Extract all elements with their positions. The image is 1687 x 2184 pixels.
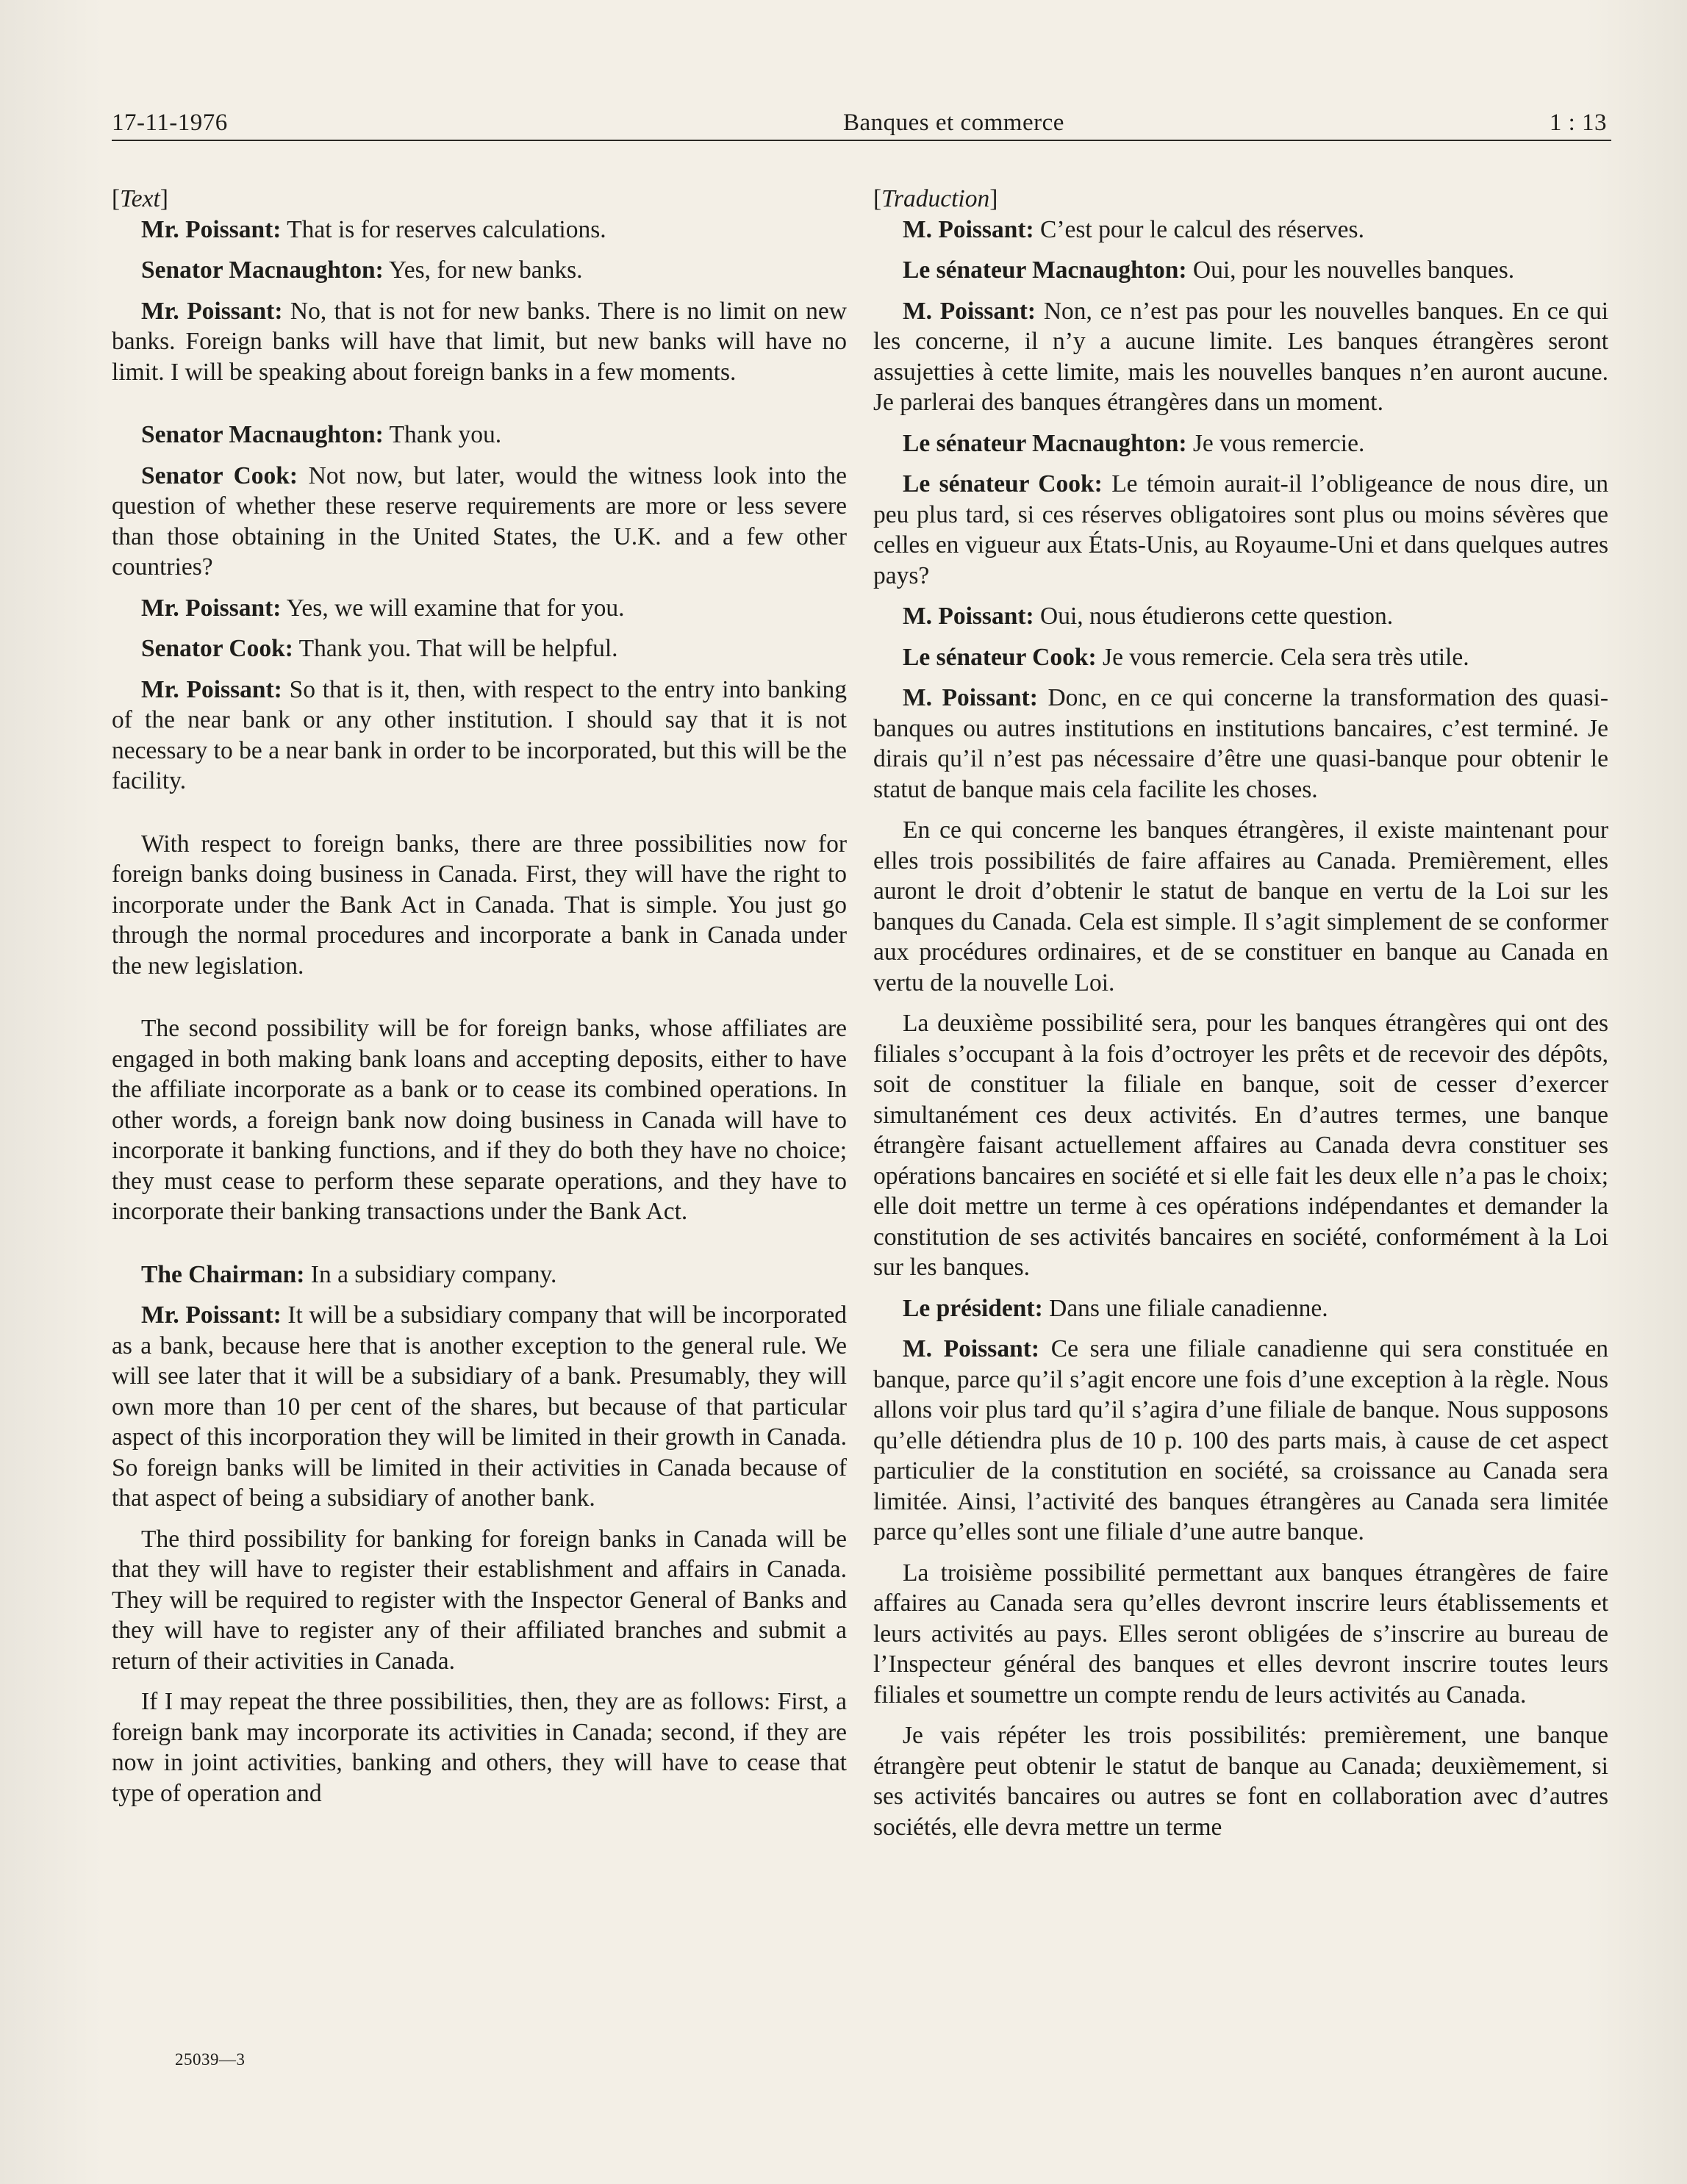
paragraph xyxy=(873,469,1608,591)
speaker-label: Mr. Poissant: xyxy=(141,675,282,703)
paragraph xyxy=(112,215,847,245)
header-date: 17-11-1976 xyxy=(112,109,228,136)
paragraph xyxy=(112,1013,847,1227)
paragraph-text: It will be a subsidiary company that will be incorporated as a bank, because here that is another exception to the general rule. We will see later that it will be a subsidiary of a bank. Presumably, they will own more than 10 per cent of the shares, but because of that particular aspect of this incorporation they will be limited in their growth in Canada. So foreign banks will be limited in their activities in Canada because of that aspect of being a subsidiary of another bank. xyxy=(112,1301,848,1512)
paragraph xyxy=(873,1558,1608,1711)
footer-print-code: 25039—3 xyxy=(175,2050,246,2069)
paragraph xyxy=(873,215,1608,245)
paragraph-text: Oui, pour les nouvelles banques. xyxy=(1186,256,1515,284)
paragraph xyxy=(873,428,1608,459)
paragraph-text: With respect to foreign banks, there are three possibilities now for foreign banks doing business in Canada. First, they will have the right to incorporate under the Bank Act in Canada. That is simple. You just go through the normal procedures and incorporate a bank in Canada under the new legislation. xyxy=(112,830,847,980)
speaker-label: Mr. Poissant: xyxy=(141,594,282,622)
speaker-label: Senator Macnaughton: xyxy=(141,421,384,448)
paragraph xyxy=(112,461,847,583)
speaker-label: Mr. Poissant: xyxy=(141,1301,282,1329)
speaker-label: M. Poissant: xyxy=(903,215,1034,243)
paragraph xyxy=(873,255,1608,286)
speaker-label: Mr. Poissant: xyxy=(141,215,282,243)
paragraph-text: Je vous remercie. xyxy=(1186,429,1365,457)
section-marker-text: [Text] xyxy=(112,185,168,212)
paragraph-text: Ce sera une filiale canadienne qui sera constituée en banque, parce qu’il s’agit encore une fois d’une exception à la règle. Nous allons voir plus tard qu’il s’agira d’une filiale de banque. Nous supposons qu’elle détiendra plus de 10 p. 100 des parts mais, à cause de cet aspect particulier de la constitution en société, sa croissance au Canada sera limitée. Ainsi, l’activité des banques étrangères au Canada sera limitée parce qu’elles sont une filiale d’une autre banque. xyxy=(873,1335,1609,1545)
paragraph xyxy=(112,420,847,450)
paragraph-text: The third possibility for banking for foreign banks in Canada will be that they will have to register their establishment and affairs in Canada. They will be required to register with the Inspector General of Banks and they will have to register any of their affiliated branches and submit a return of their activities in Canada. xyxy=(112,1525,847,1675)
paragraph xyxy=(873,1008,1608,1283)
paragraph xyxy=(873,683,1608,805)
speaker-label: Le président: xyxy=(903,1294,1043,1322)
paragraph-text: Not now, but later, would the witness look into the question of whether these reserve requirements are more or less severe than those obtaining in the United States, the U.K. and a few other countries? xyxy=(112,461,847,581)
speaker-label: Le sénateur Cook: xyxy=(903,643,1097,671)
paragraph-text: The second possibility will be for foreign banks, whose affiliates are engaged in both making bank loans and accepting deposits, either to have the affiliate incorporate as a bank or to cease its combined operations. In other words, a foreign bank now doing business in Canada will have to incorporate it banking functions, and if they do both they have no choice; they must cease to perform these separate operations, and they have to incorporate their banking transactions under the Bank Act. xyxy=(112,1015,847,1225)
speaker-label: M. Poissant: xyxy=(903,603,1034,630)
paragraph xyxy=(873,1293,1608,1324)
speaker-label: Senator Macnaughton: xyxy=(141,256,384,284)
paragraph-text: No, that is not for new banks. There is no limit on new banks. Foreign banks will have that limit, but new banks will have no limit. I will be speaking about foreign banks in a few moments. xyxy=(112,297,847,386)
paragraph xyxy=(112,1524,847,1677)
paragraph xyxy=(112,1260,847,1290)
paragraph xyxy=(873,815,1608,998)
paragraph-text: Donc, en ce qui concerne la transformation des quasi-banques ou autres institutions en institutions bancaires, c’est terminé. Je dirais qu’il n’est pas nécessaire d’être une quasi-banque pour obtenir le statut de banque mais cela facilite les choses. xyxy=(873,684,1609,803)
paragraph-text: Thank you. That will be helpful. xyxy=(293,635,618,662)
speaker-label: Senator Cook: xyxy=(141,635,293,662)
paragraph-text: Je vous remercie. Cela sera très utile. xyxy=(1096,643,1469,671)
paragraph xyxy=(112,296,847,388)
paragraph xyxy=(112,633,847,664)
paragraph-text: Oui, nous étudierons cette question. xyxy=(1034,603,1394,630)
speaker-label: Le sénateur Cook: xyxy=(903,470,1103,497)
paragraph xyxy=(873,296,1608,418)
speaker-label: M. Poissant: xyxy=(903,297,1036,325)
speaker-label: M. Poissant: xyxy=(903,1335,1040,1362)
paragraph-text: La deuxième possibilité sera, pour les banques étrangères qui ont des filiales s’occupant à la fois d’octroyer les prêts et de recevoir des dépôts, soit de constituer la filiale en banque, soit de cesser d’exercer simultanément ces deux activités. En d’autres termes, une banque étrangère faisant actuellement affaires au Canada devra constituer ses opérations bancaires en société et si elle fait les deux elle n’a pas le choix; elle doit mettre un terme à ces opérations indépendantes et demander la constitution de ses activités bancaires en société, conformément à la Loi sur les banques. xyxy=(873,1010,1608,1281)
paragraph xyxy=(873,601,1608,632)
paragraph-text: Non, ce n’est pas pour les nouvelles banques. En ce qui les concerne, il n’y a aucune limite. Les banques étrangères seront assujetties à cette limite, mais les nouvelles banques n’en auront aucune. Je parlerai des banques étrangères dans un moment. xyxy=(873,297,1609,416)
header-page-number: 1 : 13 xyxy=(1549,109,1607,136)
paragraph-text: La troisième possibilité permettant aux banques étrangères de faire affaires au Canada sera qu’elles devront inscrire leurs établissements et leurs activités au pays. Elles seront obligées de s’inscrire au bureau de l’Inspecteur général des banques et elles devront inscrire toutes leurs filiales et soumettre un compte rendu de leurs activités au Canada. xyxy=(873,1559,1608,1709)
paragraph-text: So that is it, then, with respect to the entry into banking of the near bank or any other institution. I should say that it is not necessary to be a near bank in order to be incorporated, but this will be the facility. xyxy=(112,675,847,794)
paragraph xyxy=(873,1334,1608,1548)
paragraph-text: In a subsidiary company. xyxy=(304,1260,557,1288)
paragraph-text: En ce qui concerne les banques étrangères, il existe maintenant pour elles trois possibilités de faire affaires au Canada. Premièrement, elles auront le droit d’obtenir le statut de banque en vertu de la Loi sur les banques du Canada. Cela est simple. Il s’agit simplement de se conformer aux procédures ordinaires, et de se constituer en banque au Canada en vertu de la nouvelle Loi. xyxy=(873,816,1608,996)
speaker-label: Mr. Poissant: xyxy=(141,297,283,325)
page-header xyxy=(112,101,1611,141)
paragraph xyxy=(112,1687,847,1808)
paragraph-text: C’est pour le calcul des réserves. xyxy=(1034,215,1364,243)
english-column xyxy=(112,184,847,1808)
speaker-label: Le sénateur Macnaughton: xyxy=(903,256,1187,284)
paragraph xyxy=(112,593,847,624)
paragraph-text: Je vais répéter les trois possibilités: premièrement, une banque étrangère peut obtenir le statut de banque au Canada; deuxièmement, si ses activités bancaires ou autres se font en collaboration avec d’autres sociétés, elle devra mettre un terme xyxy=(873,1722,1608,1841)
paragraph xyxy=(112,1300,847,1514)
paragraph-text: Yes, for new banks. xyxy=(383,256,583,284)
paragraph xyxy=(873,642,1608,673)
speaker-label: M. Poissant: xyxy=(903,684,1038,711)
paragraph-text: Thank you. xyxy=(383,421,502,448)
paragraph-text: Yes, we will examine that for you. xyxy=(281,594,625,622)
paragraph-text: That is for reserves calculations. xyxy=(281,215,606,243)
paragraph-text: If I may repeat the three possibilities, then, they are as follows: First, a foreign bank may incorporate its activities in Canada; second, if they are now in joint activities, banking and others, they will have to cease that type of operation and xyxy=(112,1688,847,1807)
speaker-label: Senator Cook: xyxy=(141,461,298,489)
paragraph-text: Dans une filiale canadienne. xyxy=(1042,1294,1328,1322)
paragraph-text: Le témoin aurait-il l’obligeance de nous dire, un peu plus tard, si ces réserves obligatoires sont plus ou moins sévères que celles en vigueur aux États-Unis, au Royaume-Uni et dans quelques autres pays? xyxy=(873,470,1608,589)
section-marker-traduction: [Traduction] xyxy=(873,185,998,212)
speaker-label: Le sénateur Macnaughton: xyxy=(903,429,1187,457)
french-column xyxy=(873,184,1608,1842)
paragraph xyxy=(112,255,847,286)
header-title: Banques et commerce xyxy=(843,109,1064,136)
speaker-label: The Chairman: xyxy=(141,1260,305,1288)
paragraph xyxy=(112,675,847,797)
paragraph xyxy=(112,829,847,982)
paragraph xyxy=(873,1720,1608,1842)
